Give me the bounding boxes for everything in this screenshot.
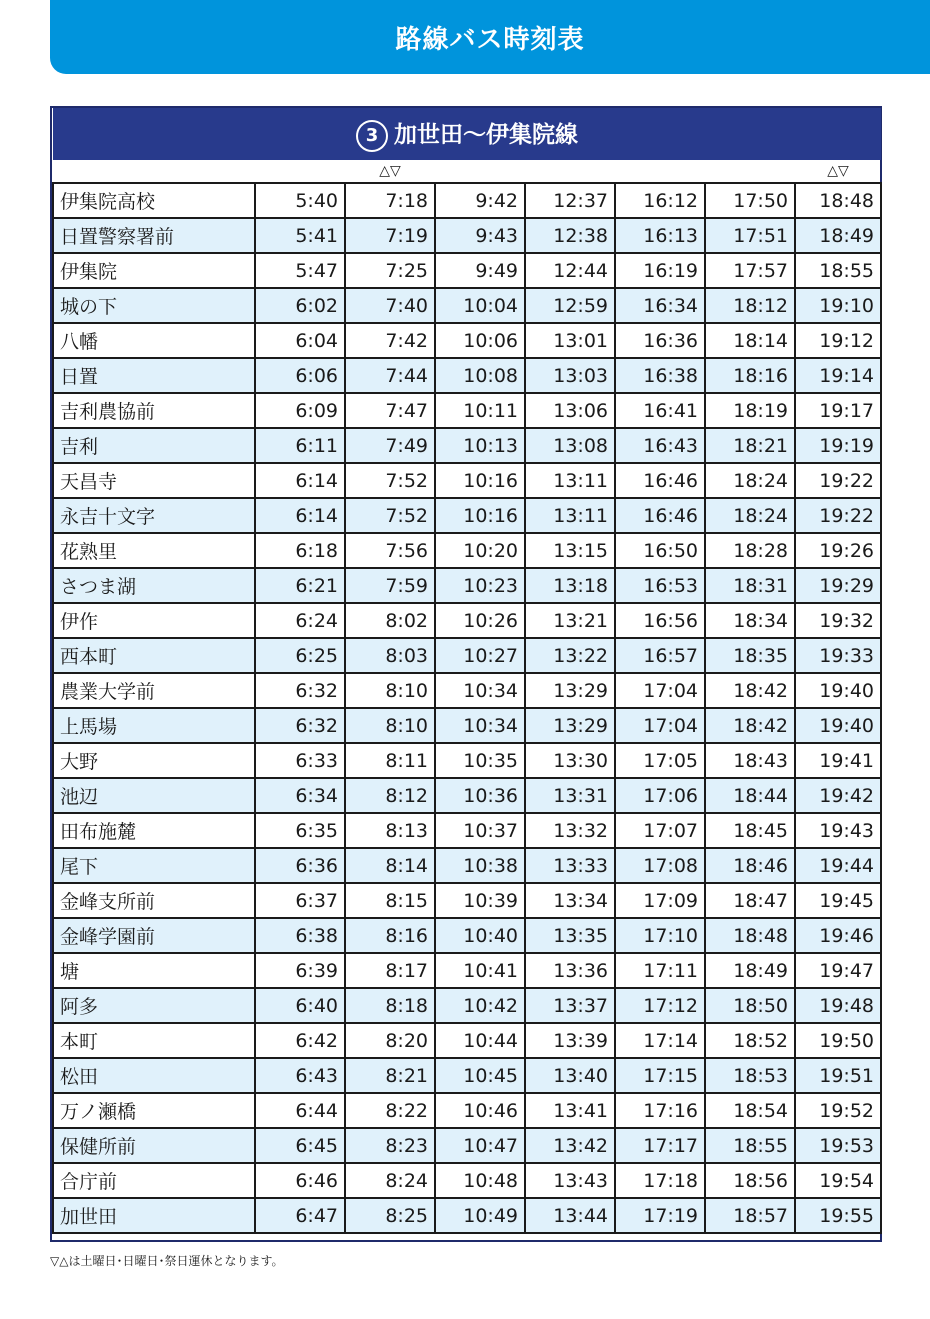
departure-time: 12:38 — [525, 218, 615, 253]
departure-time: 8:20 — [345, 1023, 435, 1058]
table-row — [53, 1058, 881, 1093]
timetable-grid — [52, 108, 882, 1234]
departure-time: 19:33 — [795, 638, 881, 673]
departure-time: 18:49 — [705, 953, 795, 988]
departure-time: 13:22 — [525, 638, 615, 673]
departure-time: 13:39 — [525, 1023, 615, 1058]
departure-time: 6:18 — [255, 533, 345, 568]
table-row — [53, 953, 881, 988]
departure-time: 19:50 — [795, 1023, 881, 1058]
stop-name: 合庁前 — [53, 1163, 255, 1198]
departure-time: 5:41 — [255, 218, 345, 253]
departure-time: 13:06 — [525, 393, 615, 428]
departure-time: 19:12 — [795, 323, 881, 358]
departure-time: 13:29 — [525, 673, 615, 708]
departure-time: 18:16 — [705, 358, 795, 393]
departure-time: 6:06 — [255, 358, 345, 393]
departure-time: 6:40 — [255, 988, 345, 1023]
departure-time: 18:46 — [705, 848, 795, 883]
departure-time: 10:20 — [435, 533, 525, 568]
departure-time: 6:25 — [255, 638, 345, 673]
departure-time: 5:40 — [255, 183, 345, 218]
table-row — [53, 848, 881, 883]
departure-time: 8:13 — [345, 813, 435, 848]
stop-name: 保健所前 — [53, 1128, 255, 1163]
departure-time: 8:16 — [345, 918, 435, 953]
departure-time: 10:11 — [435, 393, 525, 428]
departure-time: 12:37 — [525, 183, 615, 218]
departure-time: 13:03 — [525, 358, 615, 393]
departure-time: 8:11 — [345, 743, 435, 778]
table-row — [53, 288, 881, 323]
stop-name: 金峰学園前 — [53, 918, 255, 953]
departure-time: 13:43 — [525, 1163, 615, 1198]
departure-time: 16:13 — [615, 218, 705, 253]
departure-time: 10:23 — [435, 568, 525, 603]
stop-name: 吉利 — [53, 428, 255, 463]
departure-time: 10:47 — [435, 1128, 525, 1163]
departure-time: 6:43 — [255, 1058, 345, 1093]
departure-time: 17:08 — [615, 848, 705, 883]
departure-time: 10:35 — [435, 743, 525, 778]
stop-name: 阿多 — [53, 988, 255, 1023]
departure-time: 7:25 — [345, 253, 435, 288]
departure-time: 19:45 — [795, 883, 881, 918]
departure-time: 10:39 — [435, 883, 525, 918]
departure-time: 8:12 — [345, 778, 435, 813]
departure-time: 19:29 — [795, 568, 881, 603]
departure-time: 19:46 — [795, 918, 881, 953]
marker-cell-2: △▽ — [345, 160, 435, 183]
departure-time: 18:52 — [705, 1023, 795, 1058]
stop-name: 塘 — [53, 953, 255, 988]
marker-cell-6 — [705, 160, 795, 183]
departure-time: 16:53 — [615, 568, 705, 603]
departure-time: 17:07 — [615, 813, 705, 848]
stop-name: さつま湖 — [53, 568, 255, 603]
departure-time: 8:22 — [345, 1093, 435, 1128]
departure-time: 19:55 — [795, 1198, 881, 1233]
departure-time: 13:40 — [525, 1058, 615, 1093]
departure-time: 19:10 — [795, 288, 881, 323]
departure-time: 16:43 — [615, 428, 705, 463]
departure-time: 10:45 — [435, 1058, 525, 1093]
departure-time: 6:44 — [255, 1093, 345, 1128]
header-bar — [50, 0, 930, 74]
departure-time: 5:47 — [255, 253, 345, 288]
stop-name: 大野 — [53, 743, 255, 778]
departure-time: 10:34 — [435, 708, 525, 743]
stop-name: 日置警察署前 — [53, 218, 255, 253]
departure-time: 16:34 — [615, 288, 705, 323]
table-row — [53, 568, 881, 603]
departure-time: 10:13 — [435, 428, 525, 463]
departure-time: 18:55 — [705, 1128, 795, 1163]
departure-time: 16:36 — [615, 323, 705, 358]
departure-time: 13:30 — [525, 743, 615, 778]
departure-time: 13:34 — [525, 883, 615, 918]
departure-time: 13:36 — [525, 953, 615, 988]
table-row — [53, 778, 881, 813]
departure-time: 17:50 — [705, 183, 795, 218]
footnote: ▽△は土曜日･日曜日･祭日運休となります。 — [50, 1254, 284, 1268]
stop-name: 永吉十文字 — [53, 498, 255, 533]
departure-time: 17:16 — [615, 1093, 705, 1128]
departure-time: 7:19 — [345, 218, 435, 253]
departure-time: 7:56 — [345, 533, 435, 568]
stop-name: 八幡 — [53, 323, 255, 358]
departure-time: 18:48 — [795, 183, 881, 218]
departure-time: 17:12 — [615, 988, 705, 1023]
departure-time: 10:46 — [435, 1093, 525, 1128]
departure-time: 6:35 — [255, 813, 345, 848]
departure-time: 10:40 — [435, 918, 525, 953]
departure-time: 8:23 — [345, 1128, 435, 1163]
table-row — [53, 428, 881, 463]
table-row — [53, 1023, 881, 1058]
departure-time: 18:42 — [705, 708, 795, 743]
departure-time: 18:21 — [705, 428, 795, 463]
departure-time: 19:54 — [795, 1163, 881, 1198]
marker-cell-1 — [255, 160, 345, 183]
stop-name: 池辺 — [53, 778, 255, 813]
departure-time: 10:48 — [435, 1163, 525, 1198]
departure-time: 10:08 — [435, 358, 525, 393]
departure-time: 13:31 — [525, 778, 615, 813]
departure-time: 8:25 — [345, 1198, 435, 1233]
departure-time: 6:39 — [255, 953, 345, 988]
departure-time: 6:46 — [255, 1163, 345, 1198]
departure-time: 13:11 — [525, 498, 615, 533]
departure-time: 19:40 — [795, 673, 881, 708]
departure-time: 12:44 — [525, 253, 615, 288]
departure-time: 10:06 — [435, 323, 525, 358]
departure-time: 17:18 — [615, 1163, 705, 1198]
route-name: 加世田〜伊集院線 — [394, 122, 578, 149]
departure-time: 13:42 — [525, 1128, 615, 1163]
table-row — [53, 1093, 881, 1128]
departure-time: 18:53 — [705, 1058, 795, 1093]
departure-time: 18:54 — [705, 1093, 795, 1128]
stop-name: 伊作 — [53, 603, 255, 638]
departure-time: 13:29 — [525, 708, 615, 743]
departure-time: 6:04 — [255, 323, 345, 358]
stop-name: 伊集院高校 — [53, 183, 255, 218]
departure-time: 17:15 — [615, 1058, 705, 1093]
departure-time: 6:37 — [255, 883, 345, 918]
departure-time: 16:38 — [615, 358, 705, 393]
departure-time: 6:33 — [255, 743, 345, 778]
departure-time: 17:17 — [615, 1128, 705, 1163]
departure-time: 19:47 — [795, 953, 881, 988]
service-marker-row — [53, 160, 881, 183]
departure-time: 6:11 — [255, 428, 345, 463]
stop-name: 日置 — [53, 358, 255, 393]
departure-time: 18:34 — [705, 603, 795, 638]
departure-time: 16:56 — [615, 603, 705, 638]
departure-time: 18:12 — [705, 288, 795, 323]
departure-time: 6:36 — [255, 848, 345, 883]
departure-time: 17:09 — [615, 883, 705, 918]
table-row — [53, 813, 881, 848]
departure-time: 8:15 — [345, 883, 435, 918]
table-row — [53, 673, 881, 708]
departure-time: 7:47 — [345, 393, 435, 428]
marker-cell-4 — [525, 160, 615, 183]
table-row — [53, 1198, 881, 1233]
departure-time: 19:26 — [795, 533, 881, 568]
departure-time: 13:01 — [525, 323, 615, 358]
stop-name: 田布施麓 — [53, 813, 255, 848]
departure-time: 6:09 — [255, 393, 345, 428]
stop-name: 農業大学前 — [53, 673, 255, 708]
departure-time: 6:32 — [255, 673, 345, 708]
departure-time: 8:18 — [345, 988, 435, 1023]
departure-time: 13:21 — [525, 603, 615, 638]
departure-time: 7:49 — [345, 428, 435, 463]
departure-time: 18:56 — [705, 1163, 795, 1198]
departure-time: 10:04 — [435, 288, 525, 323]
table-row — [53, 463, 881, 498]
departure-time: 19:41 — [795, 743, 881, 778]
departure-time: 12:59 — [525, 288, 615, 323]
departure-time: 17:14 — [615, 1023, 705, 1058]
marker-cell-stop — [53, 160, 255, 183]
departure-time: 19:22 — [795, 463, 881, 498]
table-row — [53, 918, 881, 953]
departure-time: 17:57 — [705, 253, 795, 288]
departure-time: 7:52 — [345, 463, 435, 498]
table-row — [53, 883, 881, 918]
table-row — [53, 358, 881, 393]
stop-name: 花熟里 — [53, 533, 255, 568]
table-row — [53, 323, 881, 358]
departure-time: 19:32 — [795, 603, 881, 638]
departure-time: 8:10 — [345, 673, 435, 708]
departure-time: 8:14 — [345, 848, 435, 883]
departure-time: 19:44 — [795, 848, 881, 883]
timetable — [50, 106, 882, 1242]
table-row — [53, 708, 881, 743]
departure-time: 16:50 — [615, 533, 705, 568]
stop-name: 西本町 — [53, 638, 255, 673]
departure-time: 17:06 — [615, 778, 705, 813]
departure-time: 18:24 — [705, 498, 795, 533]
departure-time: 7:52 — [345, 498, 435, 533]
stop-name: 伊集院 — [53, 253, 255, 288]
departure-time: 17:51 — [705, 218, 795, 253]
table-row — [53, 988, 881, 1023]
departure-time: 16:46 — [615, 463, 705, 498]
departure-time: 9:43 — [435, 218, 525, 253]
table-row — [53, 638, 881, 673]
departure-time: 7:44 — [345, 358, 435, 393]
stop-name: 天昌寺 — [53, 463, 255, 498]
departure-time: 19:51 — [795, 1058, 881, 1093]
departure-time: 18:55 — [795, 253, 881, 288]
departure-time: 9:42 — [435, 183, 525, 218]
departure-time: 10:16 — [435, 463, 525, 498]
departure-time: 6:45 — [255, 1128, 345, 1163]
departure-time: 18:42 — [705, 673, 795, 708]
departure-time: 8:10 — [345, 708, 435, 743]
departure-time: 19:40 — [795, 708, 881, 743]
departure-time: 18:50 — [705, 988, 795, 1023]
departure-time: 8:02 — [345, 603, 435, 638]
departure-time: 18:31 — [705, 568, 795, 603]
departure-time: 8:03 — [345, 638, 435, 673]
departure-time: 6:21 — [255, 568, 345, 603]
departure-time: 9:49 — [435, 253, 525, 288]
route-number-badge: 3 — [356, 120, 388, 152]
departure-time: 19:14 — [795, 358, 881, 393]
departure-time: 8:17 — [345, 953, 435, 988]
stop-name: 本町 — [53, 1023, 255, 1058]
departure-time: 6:42 — [255, 1023, 345, 1058]
stop-name: 松田 — [53, 1058, 255, 1093]
departure-time: 16:12 — [615, 183, 705, 218]
stop-name: 上馬場 — [53, 708, 255, 743]
departure-time: 17:10 — [615, 918, 705, 953]
departure-time: 19:42 — [795, 778, 881, 813]
departure-time: 10:26 — [435, 603, 525, 638]
departure-time: 18:47 — [705, 883, 795, 918]
departure-time: 6:14 — [255, 498, 345, 533]
departure-time: 18:24 — [705, 463, 795, 498]
departure-time: 17:05 — [615, 743, 705, 778]
table-row — [53, 253, 881, 288]
departure-time: 10:38 — [435, 848, 525, 883]
table-row — [53, 218, 881, 253]
departure-time: 18:19 — [705, 393, 795, 428]
departure-time: 8:24 — [345, 1163, 435, 1198]
departure-time: 18:45 — [705, 813, 795, 848]
departure-time: 19:17 — [795, 393, 881, 428]
departure-time: 10:41 — [435, 953, 525, 988]
departure-time: 13:18 — [525, 568, 615, 603]
table-row — [53, 393, 881, 428]
departure-time: 17:04 — [615, 708, 705, 743]
departure-time: 10:16 — [435, 498, 525, 533]
departure-time: 16:46 — [615, 498, 705, 533]
departure-time: 8:21 — [345, 1058, 435, 1093]
departure-time: 17:04 — [615, 673, 705, 708]
stop-name: 尾下 — [53, 848, 255, 883]
departure-time: 18:48 — [705, 918, 795, 953]
table-row — [53, 183, 881, 218]
route-header — [53, 108, 881, 160]
departure-time: 7:59 — [345, 568, 435, 603]
departure-time: 16:41 — [615, 393, 705, 428]
table-row — [53, 498, 881, 533]
departure-time: 18:44 — [705, 778, 795, 813]
departure-time: 10:36 — [435, 778, 525, 813]
departure-time: 19:53 — [795, 1128, 881, 1163]
departure-time: 13:11 — [525, 463, 615, 498]
departure-time: 19:19 — [795, 428, 881, 463]
table-row — [53, 1163, 881, 1198]
departure-time: 19:52 — [795, 1093, 881, 1128]
departure-time: 18:35 — [705, 638, 795, 673]
marker-cell-7: △▽ — [795, 160, 881, 183]
departure-time: 6:38 — [255, 918, 345, 953]
marker-cell-5 — [615, 160, 705, 183]
departure-time: 10:44 — [435, 1023, 525, 1058]
departure-time: 10:34 — [435, 673, 525, 708]
table-row — [53, 1128, 881, 1163]
marker-cell-3 — [435, 160, 525, 183]
departure-time: 10:42 — [435, 988, 525, 1023]
departure-time: 13:37 — [525, 988, 615, 1023]
page-title: 路線バス時刻表 — [395, 24, 585, 55]
departure-time: 18:49 — [795, 218, 881, 253]
stop-name: 金峰支所前 — [53, 883, 255, 918]
departure-time: 18:14 — [705, 323, 795, 358]
departure-time: 13:08 — [525, 428, 615, 463]
departure-time: 13:41 — [525, 1093, 615, 1128]
departure-time: 18:43 — [705, 743, 795, 778]
table-row — [53, 533, 881, 568]
departure-time: 13:15 — [525, 533, 615, 568]
departure-time: 17:19 — [615, 1198, 705, 1233]
departure-time: 7:42 — [345, 323, 435, 358]
departure-time: 6:02 — [255, 288, 345, 323]
stop-name: 加世田 — [53, 1198, 255, 1233]
departure-time: 19:48 — [795, 988, 881, 1023]
departure-time: 19:43 — [795, 813, 881, 848]
departure-time: 16:19 — [615, 253, 705, 288]
departure-time: 18:57 — [705, 1198, 795, 1233]
stop-name: 吉利農協前 — [53, 393, 255, 428]
departure-time: 18:28 — [705, 533, 795, 568]
departure-time: 6:14 — [255, 463, 345, 498]
departure-time: 10:49 — [435, 1198, 525, 1233]
departure-time: 19:22 — [795, 498, 881, 533]
departure-time: 13:32 — [525, 813, 615, 848]
departure-time: 13:33 — [525, 848, 615, 883]
route-title — [53, 108, 881, 160]
table-row — [53, 603, 881, 638]
departure-time: 10:37 — [435, 813, 525, 848]
stop-name: 万ノ瀬橋 — [53, 1093, 255, 1128]
departure-time: 7:18 — [345, 183, 435, 218]
departure-time: 10:27 — [435, 638, 525, 673]
departure-time: 13:35 — [525, 918, 615, 953]
departure-time: 17:11 — [615, 953, 705, 988]
departure-time: 7:40 — [345, 288, 435, 323]
departure-time: 13:44 — [525, 1198, 615, 1233]
departure-time: 6:32 — [255, 708, 345, 743]
table-row — [53, 743, 881, 778]
stop-name: 城の下 — [53, 288, 255, 323]
departure-time: 6:24 — [255, 603, 345, 638]
departure-time: 6:47 — [255, 1198, 345, 1233]
departure-time: 6:34 — [255, 778, 345, 813]
departure-time: 16:57 — [615, 638, 705, 673]
